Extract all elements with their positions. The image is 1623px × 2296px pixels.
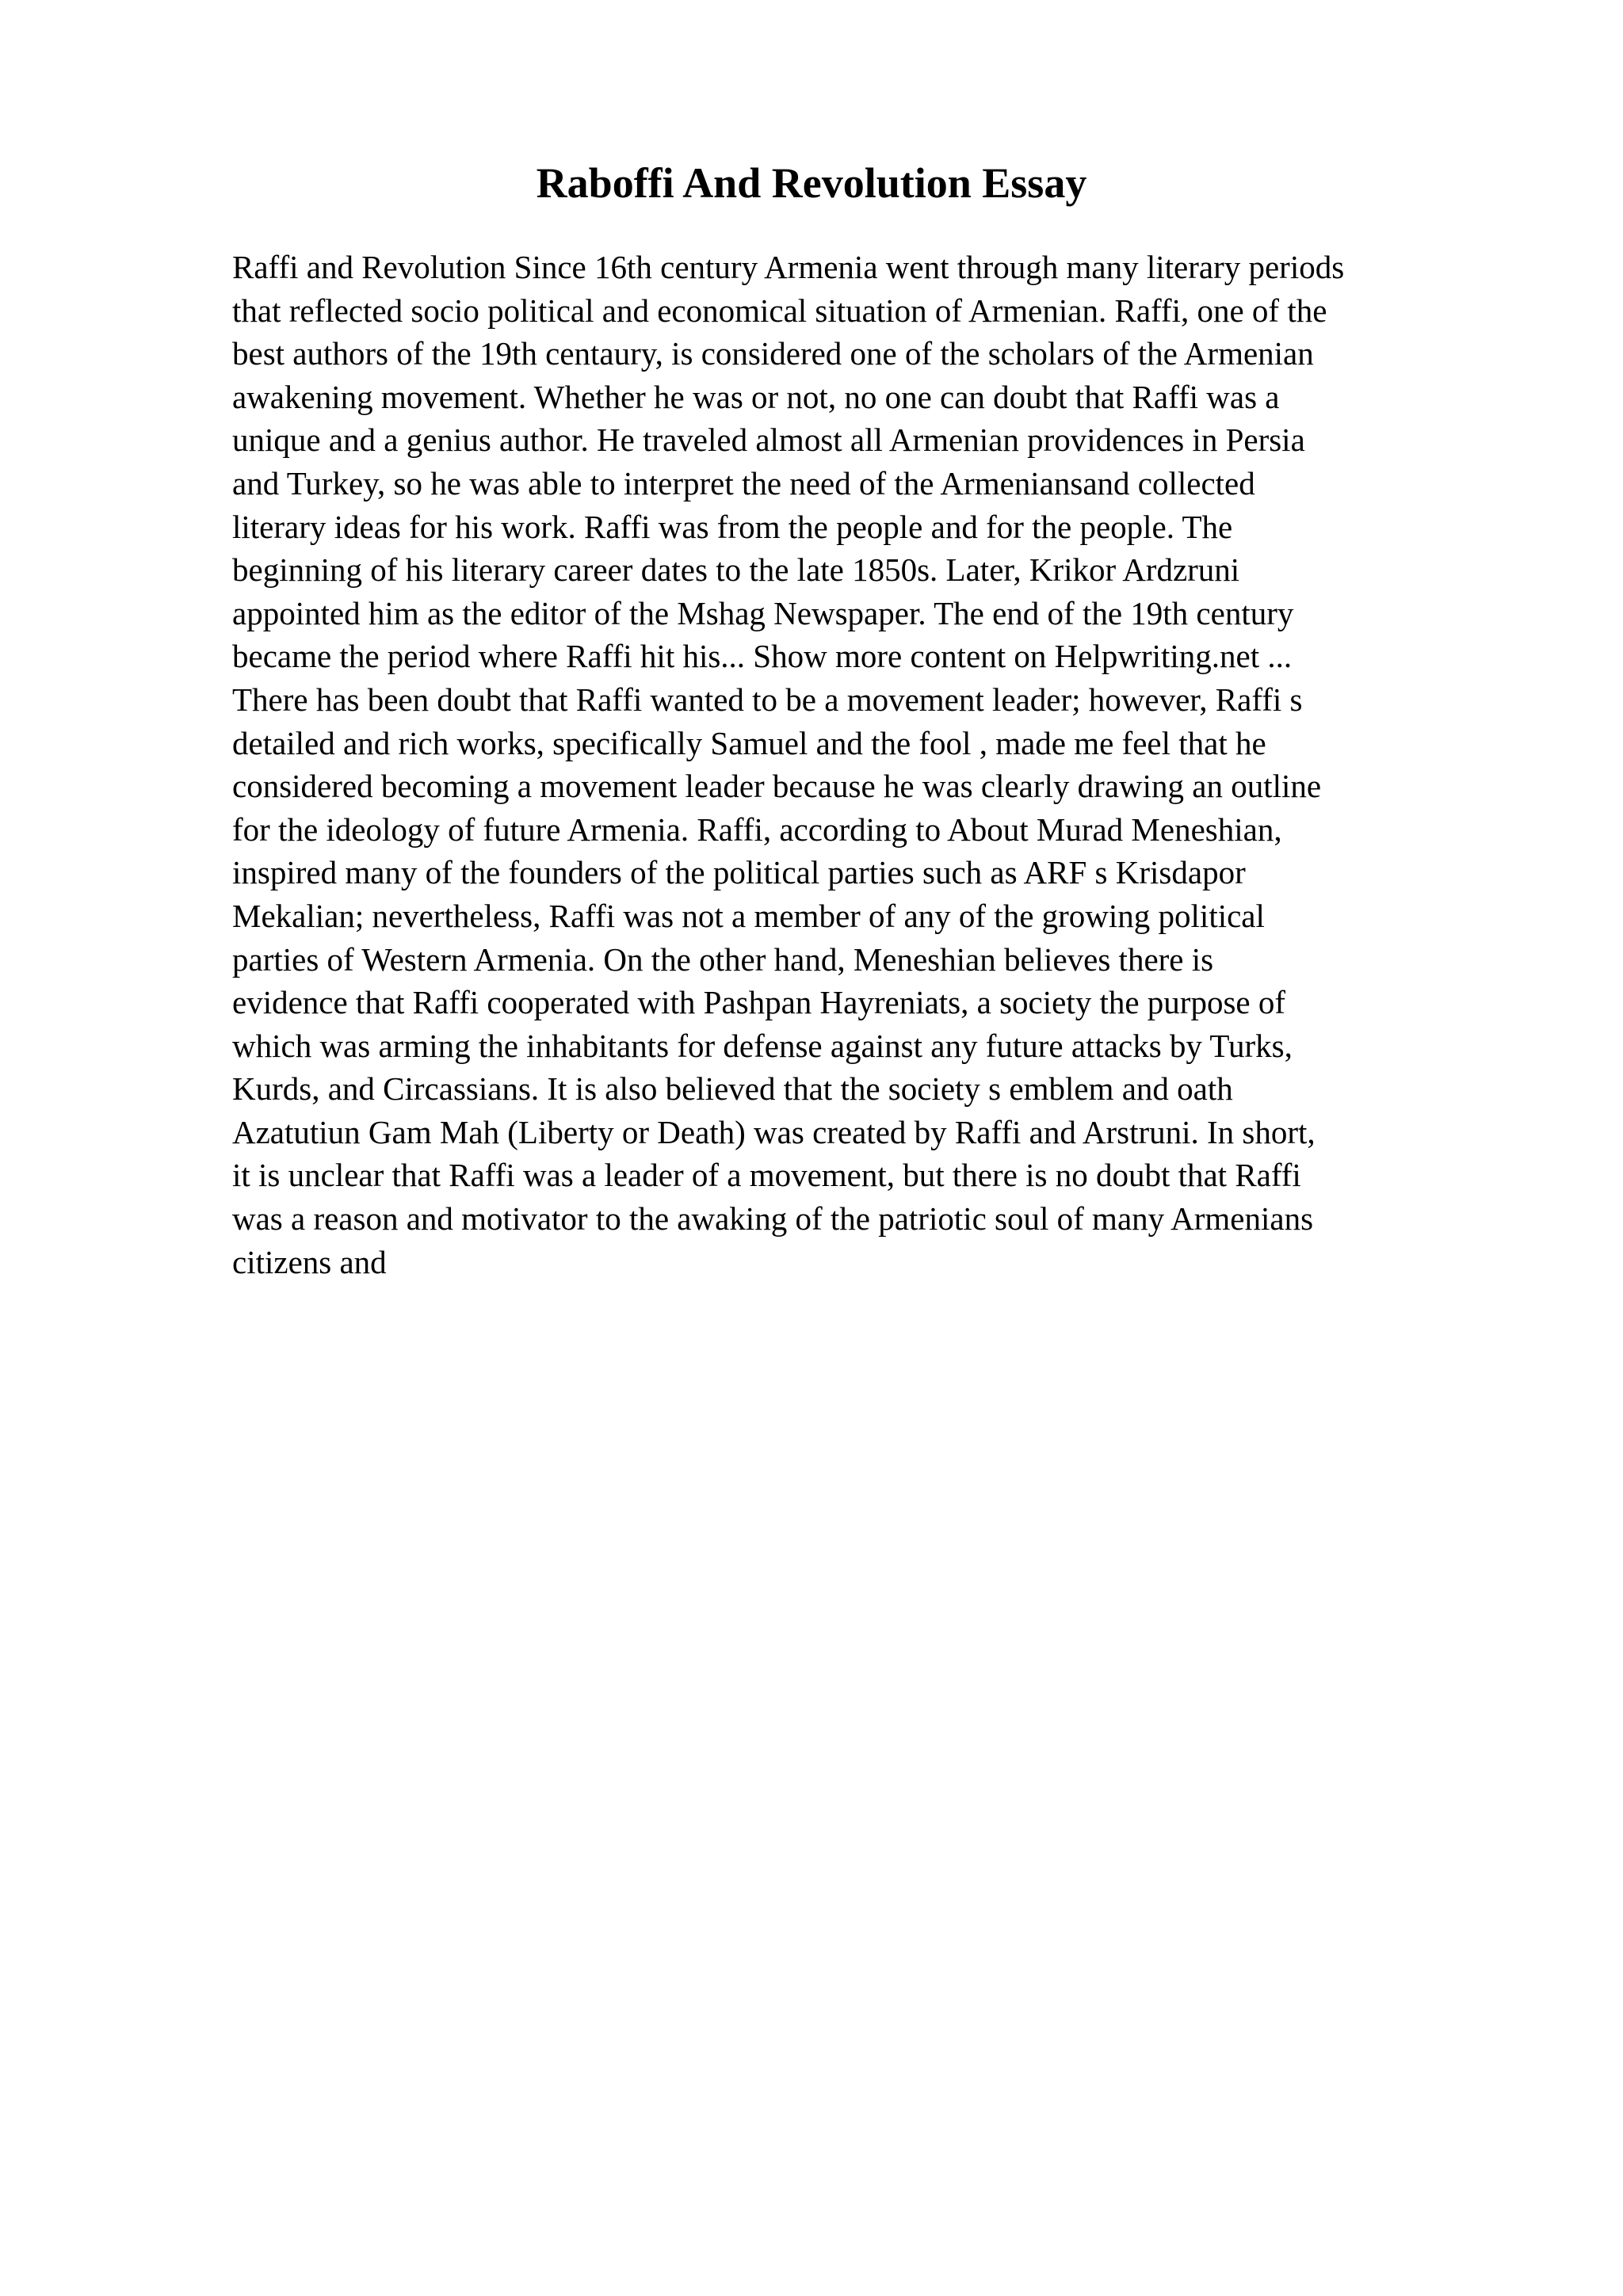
essay-line: inspired many of the founders of the political parties such as ARF s Krisdapor bbox=[232, 854, 1246, 891]
essay-line: Azatutiun Gam Mah (Liberty or Death) was created by Raffi and Arstruni. In short, bbox=[232, 1113, 1316, 1150]
essay-line: literary ideas for his work. Raffi was from the people and for the people. The bbox=[232, 508, 1233, 545]
essay-line: Mekalian; nevertheless, Raffi was not a member of any of the growing political bbox=[232, 897, 1265, 934]
essay-line: best authors of the 19th centaury, is considered one of the scholars of the Armenian bbox=[232, 335, 1314, 372]
essay-line: became the period where Raffi hit his... Show more content on Helpwriting.net ... bbox=[232, 638, 1293, 675]
essay-line: citizens and bbox=[232, 1243, 387, 1280]
essay-line: awakening movement. Whether he was or not, no one can doubt that Raffi was a bbox=[232, 378, 1280, 415]
essay-line: Kurds, and Circassians. It is also believed that the society s emblem and oath bbox=[232, 1070, 1233, 1108]
essay-line: Raffi and Revolution Since 16th century Armenia went through many literary periods bbox=[232, 249, 1345, 285]
essay-line: for the ideology of future Armenia. Raffi, according to About Murad Meneshian, bbox=[232, 810, 1282, 848]
essay-line: detailed and rich works, specifically Samuel and the fool , made me feel that he bbox=[232, 724, 1266, 761]
essay-line: it is unclear that Raffi was a leader of a movement, but there is no doubt that Raffi bbox=[232, 1157, 1301, 1194]
essay-line: evidence that Raffi cooperated with Pashpan Hayreniats, a society the purpose of bbox=[232, 984, 1286, 1021]
essay-line: that reflected socio political and economical situation of Armenian. Raffi, one of the bbox=[232, 292, 1327, 329]
essay-line: beginning of his literary career dates to the late 1850s. Later, Krikor Ardzruni bbox=[232, 551, 1240, 589]
page-title: Raboffi And Revolution Essay bbox=[536, 159, 1087, 207]
essay-line: appointed him as the editor of the Mshag Newspaper. The end of the 19th century bbox=[232, 594, 1294, 631]
essay-line: was a reason and motivator to the awaking of the patriotic soul of many Armenians bbox=[232, 1200, 1314, 1238]
essay-line: and Turkey, so he was able to interpret the need of the Armeniansand collected bbox=[232, 464, 1255, 502]
essay-line: considered becoming a movement leader because he was clearly drawing an outline bbox=[232, 768, 1322, 805]
essay-line: unique and a genius author. He traveled almost all Armenian providences in Persia bbox=[232, 421, 1305, 459]
essay-body bbox=[232, 246, 1532, 1283]
essay-line: which was arming the inhabitants for defense against any future attacks by Turks, bbox=[232, 1027, 1293, 1064]
essay-line: There has been doubt that Raffi wanted to be a movement leader; however, Raffi s bbox=[232, 681, 1303, 718]
essay-line: parties of Western Armenia. On the other hand, Meneshian believes there is bbox=[232, 940, 1214, 978]
